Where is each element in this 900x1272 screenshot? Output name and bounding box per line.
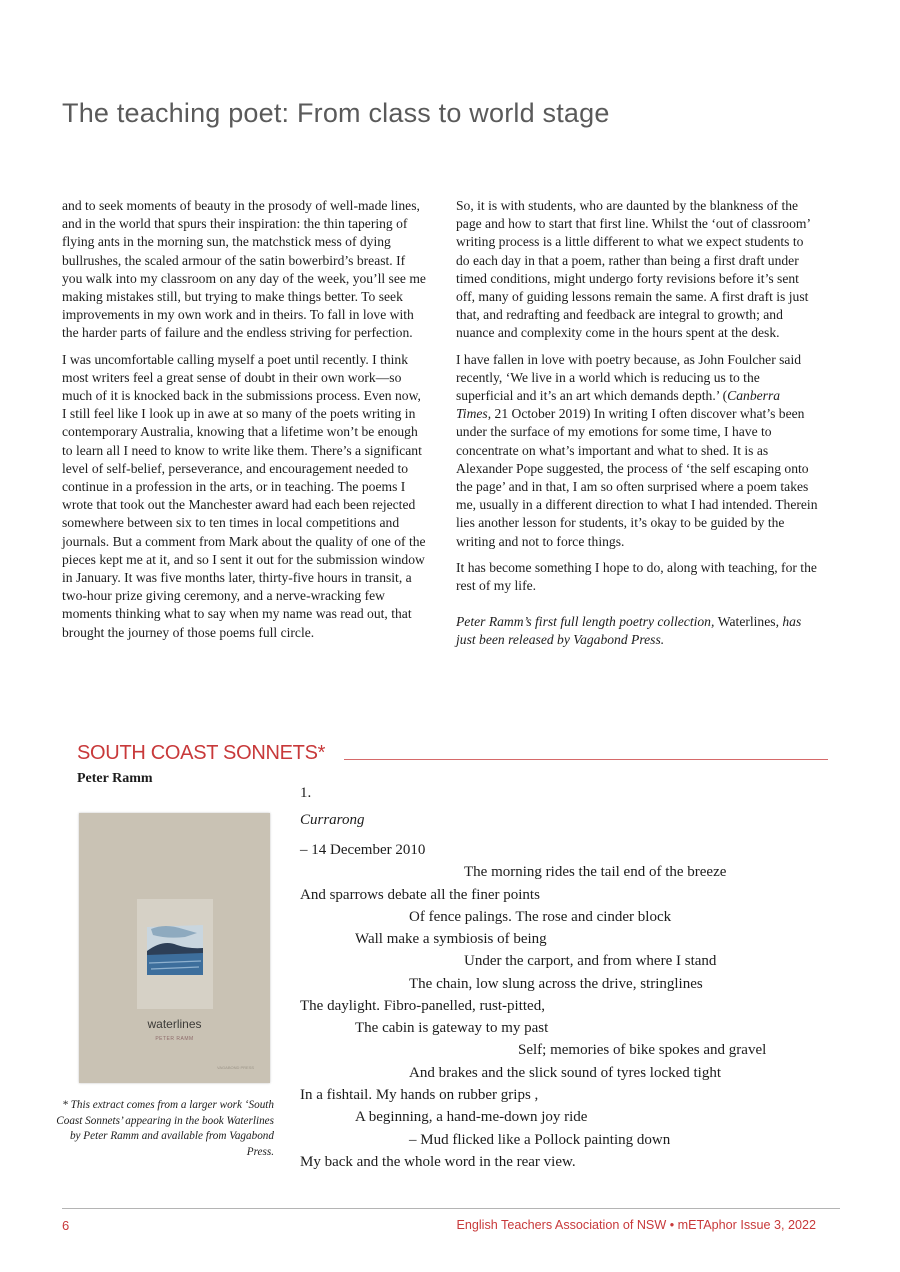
paragraph: and to seek moments of beauty in the prosody of well-made lines, and in the world that spurs their inspiration: the thin tapering of flying ants in the morning sun, the matchstick mess of dying bullrushes, the scaled armour of the satin bowerbird’s breast. If you walk into my classroom on any day of the week, you’ll see me making mistakes still, but trying to make things better. To seek improvements in my own work and in theirs. To fall in love with the harder parts of failure and the endless striving for perfection.	[62, 198, 426, 341]
paragraph-with-citation	[456, 351, 818, 551]
poem-line: And sparrows debate all the finer points	[300, 887, 540, 903]
footer-credit: English Teachers Association of NSW • mETAphor Issue 3, 2022	[456, 1218, 816, 1232]
poem-line: Wall make a symbiosis of being	[355, 931, 547, 947]
paragraph: So, it is with students, who are daunted by the blankness of the page and how to start that first line. Whilst the ‘out of classroom’ writing process is a little different to what we expect students to do each day in that a poem, rather than being a first draft under timed conditions, might undergo forty revisions before it’s sent off, many of guiding lessons remain the same. A first draft is just that, and redrafting and feedback are integral to growth; and nuance and complexity come in the hours spent at the desk.	[456, 198, 810, 341]
poem-number: 1.	[300, 785, 312, 801]
cover-author: PETER RAMM	[155, 1036, 194, 1042]
book-cover-image	[79, 813, 270, 1083]
footer-divider	[62, 1208, 840, 1209]
page-title: The teaching poet: From class to world stage	[62, 98, 610, 128]
poem-place: Currarong	[300, 812, 365, 828]
citation-source: Canberra Times	[456, 388, 781, 422]
paragraph: It has become something I hope to do, along with teaching, for the rest of my life.	[456, 559, 817, 594]
article-right-column	[456, 197, 818, 658]
text-run: Peter Ramm’s first full length poetry collection,	[456, 614, 718, 630]
poem-line: Under the carport, and from where I stand	[464, 953, 717, 969]
poem-line: A beginning, a hand-me-down joy ride	[355, 1109, 588, 1125]
cover-publisher: VAGABOND PRESS	[217, 1065, 255, 1070]
text-run: , has just been released by Vagabond Press.	[456, 614, 802, 648]
poem-line: And brakes and the slick sound of tyres locked tight	[409, 1065, 722, 1081]
text-run: I have fallen in love with poetry because, as John Foulcher said recently, ‘We live in a world which is reducing us to the superficial and it’s an art which demands depth.’ (	[456, 351, 802, 404]
cover-title: waterlines	[147, 1017, 202, 1031]
poem-line: – Mud flicked like a Pollock painting down	[409, 1132, 671, 1148]
cover-artwork	[137, 899, 213, 1009]
book-title: Waterlines	[717, 614, 776, 630]
seascape-artwork	[137, 899, 213, 1009]
poem-line: The chain, low slung across the drive, stringlines	[409, 976, 703, 992]
section-divider	[344, 759, 828, 760]
poem-line: In a fishtail. My hands on rubber grips ,	[300, 1087, 539, 1103]
paragraph: I was uncomfortable calling myself a poet until recently. I think most writers feel a great sense of doubt in their own work—so much of it is knocked back in the submissions process. Even now, I still feel like I look up in awe at so many of the poets writing in contemporary Australia, knowing that a lifetime won’t be enough to learn all I need to know to write like them. There’s a significant level of self-belief, perseverance, and encouragement needed to continue in a profession in the arts, or in teaching. The poems I wrote that took out the Manchester award had each been rejected somewhere between six to ten times in local competitions and journals. But a comment from Mark about the quality of one of the pieces kept me at it, and so I sent it out for the submission window in January. It was five months later, thirty-five hours in transit, a two-hour prize giving ceremony, and a nerve-wracking few moments thinking what to say when my name was read out, that brought the journey of those poems full circle.	[62, 351, 426, 640]
page-number: 6	[62, 1218, 70, 1233]
poem-line: Of fence palings. The rose and cinder block	[409, 909, 672, 925]
poem-line: The cabin is gateway to my past	[355, 1020, 549, 1036]
footnote: * This extract comes from a larger work ‘South Coast Sonnets’ appearing in the book Waterlines by Peter Ramm and available from Vagabond Press.	[56, 1099, 274, 1158]
poem-date: – 14 December 2010	[300, 842, 426, 858]
poem-line: The morning rides the tail end of the breeze	[464, 864, 727, 880]
author-bio	[456, 613, 818, 649]
article-left-column	[62, 197, 428, 650]
poem-line: The daylight. Fibro-panelled, rust-pitted,	[300, 998, 545, 1014]
poem-line: Self; memories of bike spokes and gravel	[518, 1042, 767, 1058]
section-heading: SOUTH COAST SONNETS*	[77, 742, 326, 764]
poem-line: My back and the whole word in the rear view.	[300, 1154, 576, 1170]
text-run: , 21 October 2019) In writing I often discover what’s been under the surface of my emotions for some time, I have to concentrate on what’s important and what to shed. It is as Alexander Pope suggested, the process of ‘the self escaping onto the page’ and in that, I am so often surprised where a poem takes me, usually in a different direction to what I had intended. Therein lies another lesson for students, it’s okay to be guided by the writing and not to force things.	[456, 406, 818, 549]
poem-author: Peter Ramm	[77, 771, 153, 786]
